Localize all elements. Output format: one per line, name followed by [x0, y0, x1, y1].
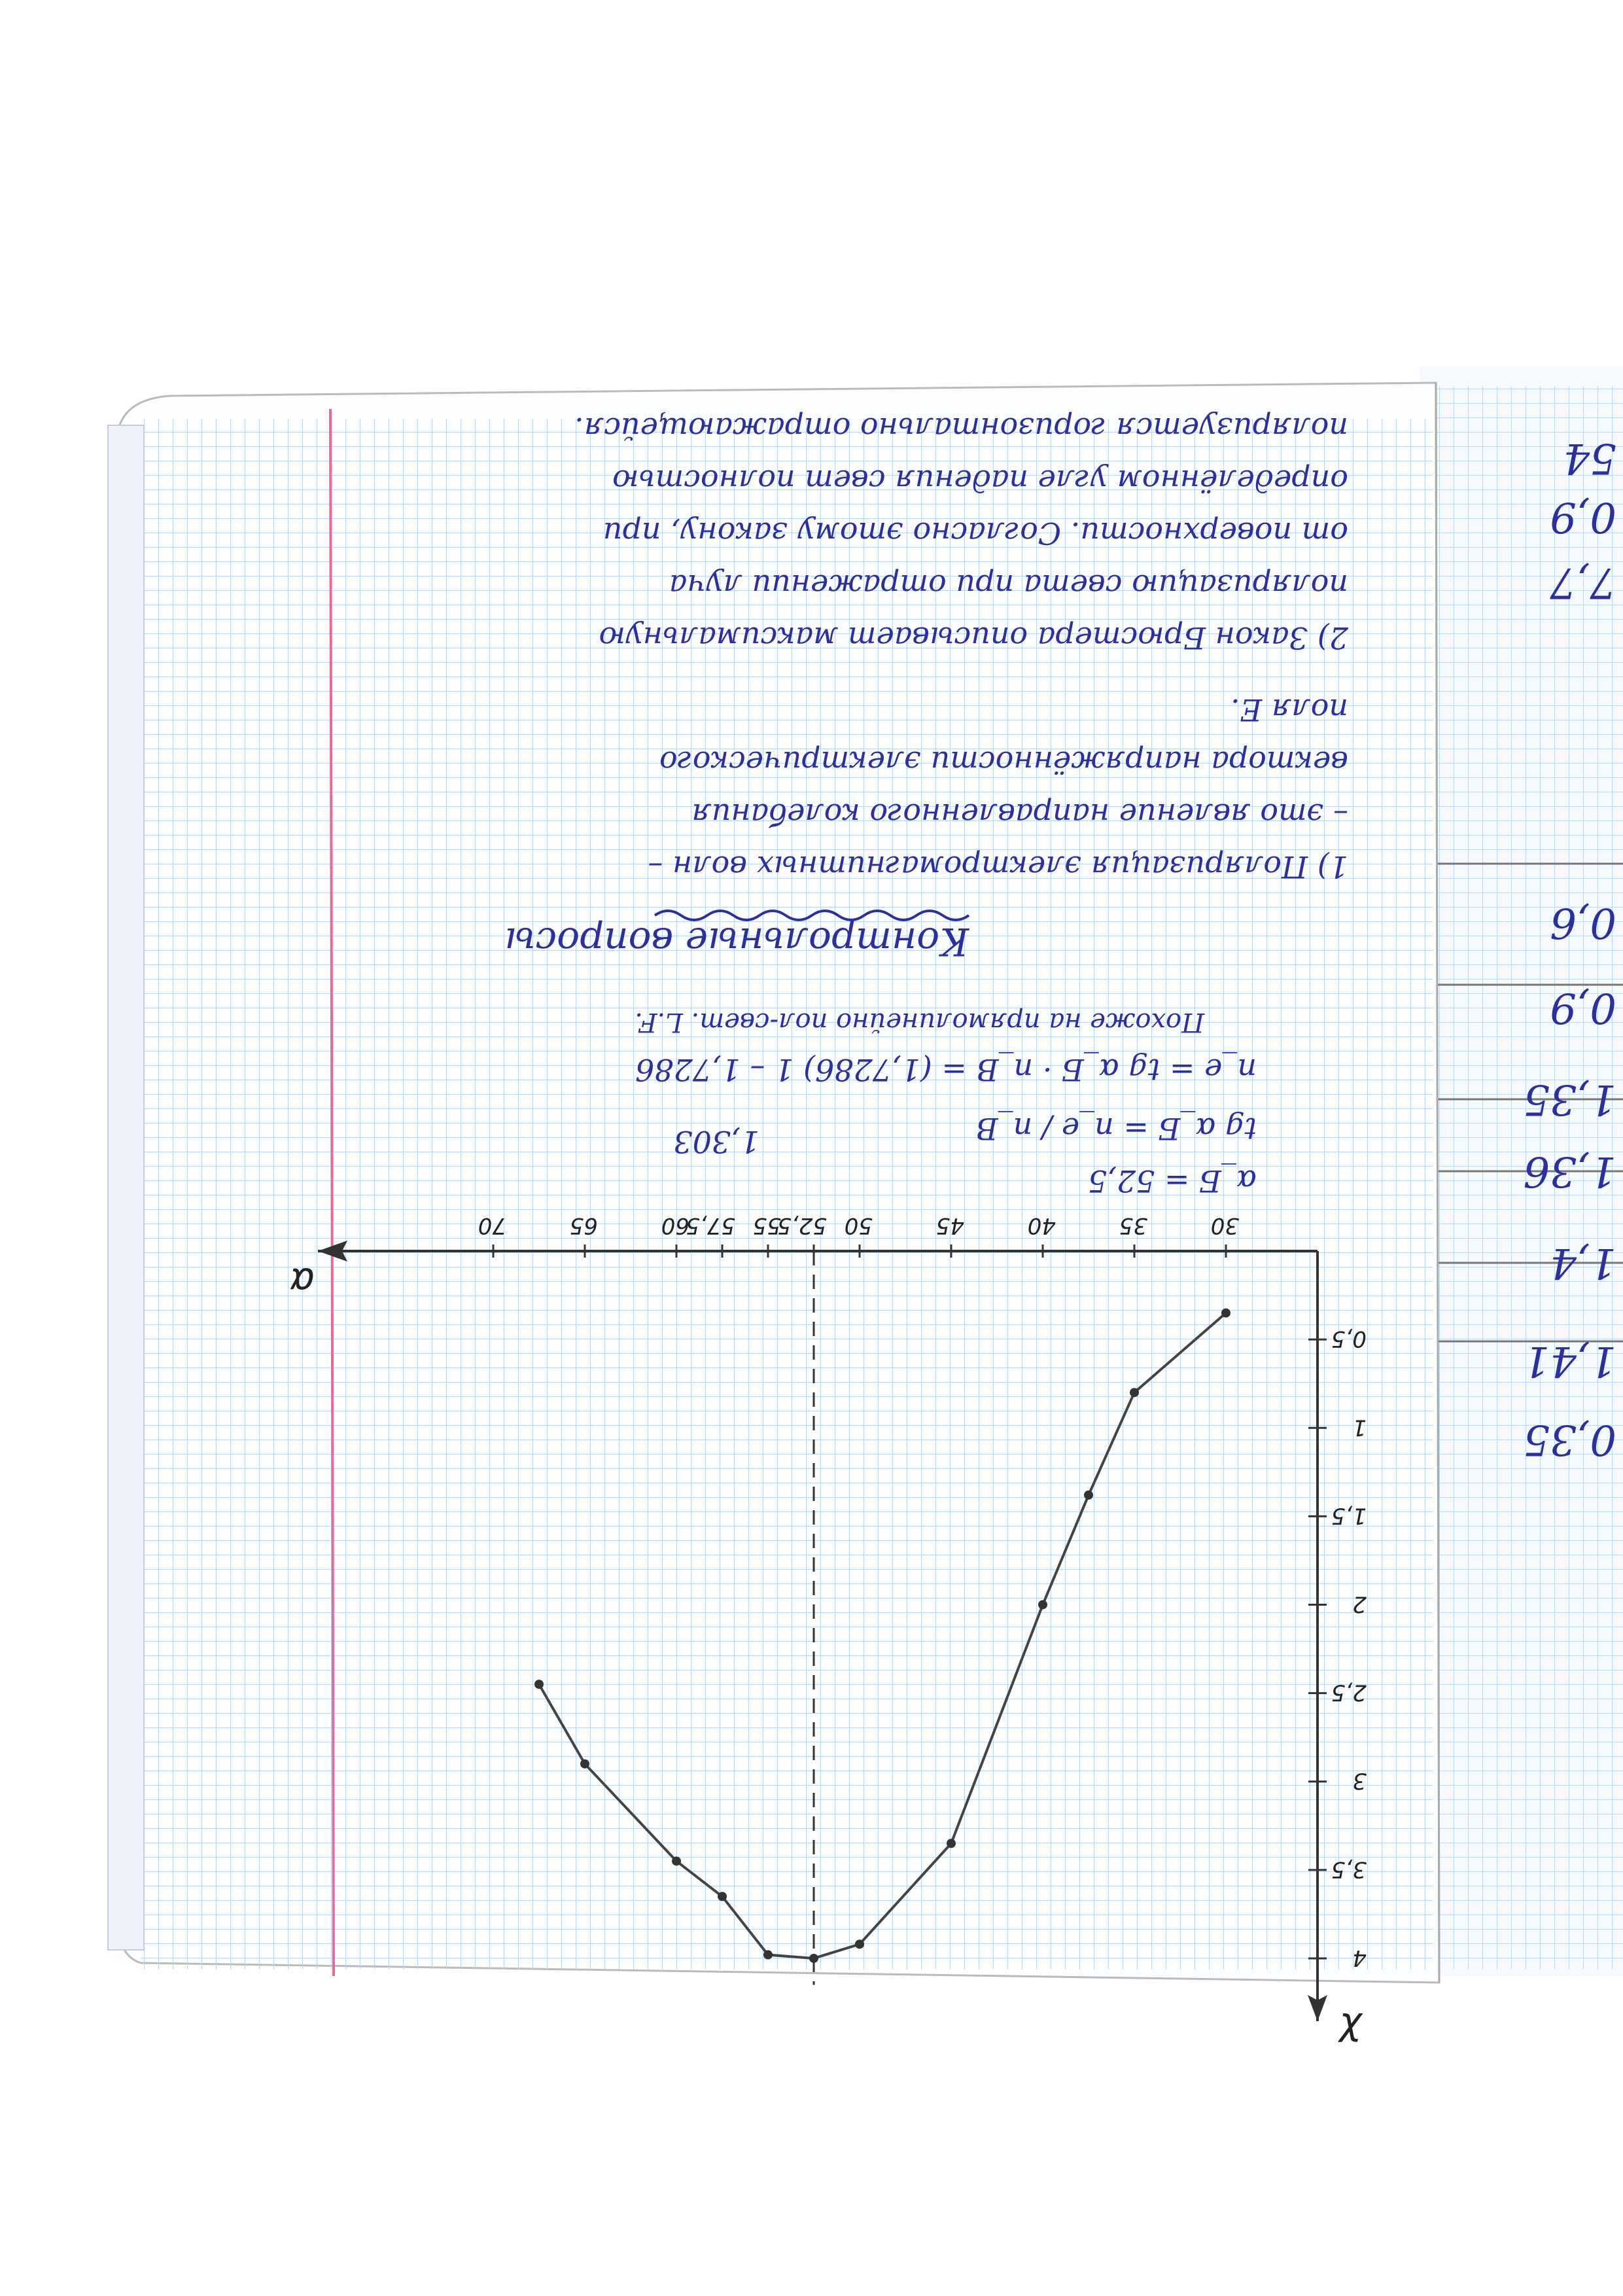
- fragment-9: 0,35: [1523, 1415, 1616, 1464]
- data-point: [672, 1856, 681, 1865]
- y-tick-label: 4: [1352, 1944, 1367, 1971]
- ne-value: 1,303: [673, 1124, 759, 1159]
- x-tick-label: 55: [752, 1212, 781, 1239]
- questions-heading: Контрольные вопросы: [504, 919, 969, 964]
- q1-line-3: вектора напряжённости электрического: [659, 745, 1348, 780]
- q1-line-4: поля E.: [1230, 692, 1348, 728]
- q2-line-3: от поверхности. Согласно этому закону, при: [602, 516, 1348, 551]
- alpha-brewster: α_Б = 52,5: [1087, 1163, 1257, 1199]
- result-note: Похоже на прямолинейно пол-свет. L.F.: [635, 1007, 1204, 1037]
- y-tick-label: 3,5: [1331, 1856, 1367, 1882]
- q2-line-2: поляризацию света при отражении луча: [669, 568, 1348, 603]
- fragment-3: 0,6: [1550, 898, 1616, 947]
- y-tick-label: 2,5: [1331, 1679, 1367, 1706]
- fragment-7: 1,4: [1550, 1239, 1616, 1287]
- data-point: [947, 1839, 956, 1848]
- x-tick-label: 65: [569, 1212, 598, 1239]
- y-tick-label: 1,5: [1331, 1502, 1367, 1529]
- fragment-1: 0,9: [1550, 493, 1616, 541]
- y-axis-label: χ: [1338, 2012, 1361, 2057]
- x-tick-label: 45: [935, 1212, 964, 1239]
- y-tick-label: 2: [1352, 1591, 1367, 1617]
- fragment-5: 1,35: [1523, 1075, 1616, 1123]
- x-tick-label: 35: [1119, 1212, 1147, 1239]
- data-point: [809, 1954, 818, 1963]
- data-point: [1221, 1309, 1230, 1318]
- data-point: [763, 1951, 773, 1960]
- y-tick-label: 1: [1352, 1414, 1367, 1441]
- q1-line-2: – это явление направленного колебания: [691, 797, 1348, 832]
- tan-formula: tg α_Б = n_e / n_B: [975, 1111, 1257, 1146]
- data-point: [534, 1680, 544, 1689]
- fragment-4: 0,9: [1550, 983, 1616, 1032]
- x-tick-label: 57,5: [686, 1212, 735, 1239]
- data-point: [855, 1939, 864, 1949]
- x-tick-label: 40: [1027, 1212, 1056, 1239]
- data-point: [718, 1892, 727, 1901]
- fragment-6: 1,36: [1523, 1147, 1616, 1195]
- ne-formula: n_e = tg α_Б · n_B = (1,7286) 1 – 1,7286: [635, 1052, 1257, 1087]
- data-point: [1084, 1491, 1093, 1500]
- q1-line-1: 1) Поляризация электромагнитных волн –: [648, 849, 1348, 885]
- fragment-2: 7,7: [1550, 558, 1616, 607]
- fragment-0: 54: [1563, 434, 1616, 482]
- y-tick-label: 3: [1352, 1767, 1367, 1794]
- data-point: [580, 1759, 589, 1769]
- q2-line-5: поляризуется горизонтально отражающейся.: [574, 411, 1348, 446]
- data-point: [1130, 1388, 1139, 1397]
- x-axis-label: α: [289, 1260, 315, 1304]
- x-tick-label: 70: [478, 1212, 506, 1239]
- fragment-8: 1,41: [1523, 1337, 1616, 1385]
- x-tick-label: 50: [844, 1212, 873, 1239]
- data-point: [1038, 1600, 1047, 1609]
- q2-line-1: 2) Закон Брюстера описывает максимальную: [599, 620, 1348, 656]
- y-tick-label: 0,5: [1331, 1326, 1367, 1352]
- x-tick-label: 52,5: [777, 1212, 827, 1239]
- page-edge: [108, 425, 144, 1950]
- q2-line-4: определённом угле падения свет полностью: [612, 463, 1348, 499]
- x-tick-label: 30: [1210, 1212, 1239, 1239]
- x-tick-label: 60: [661, 1212, 689, 1239]
